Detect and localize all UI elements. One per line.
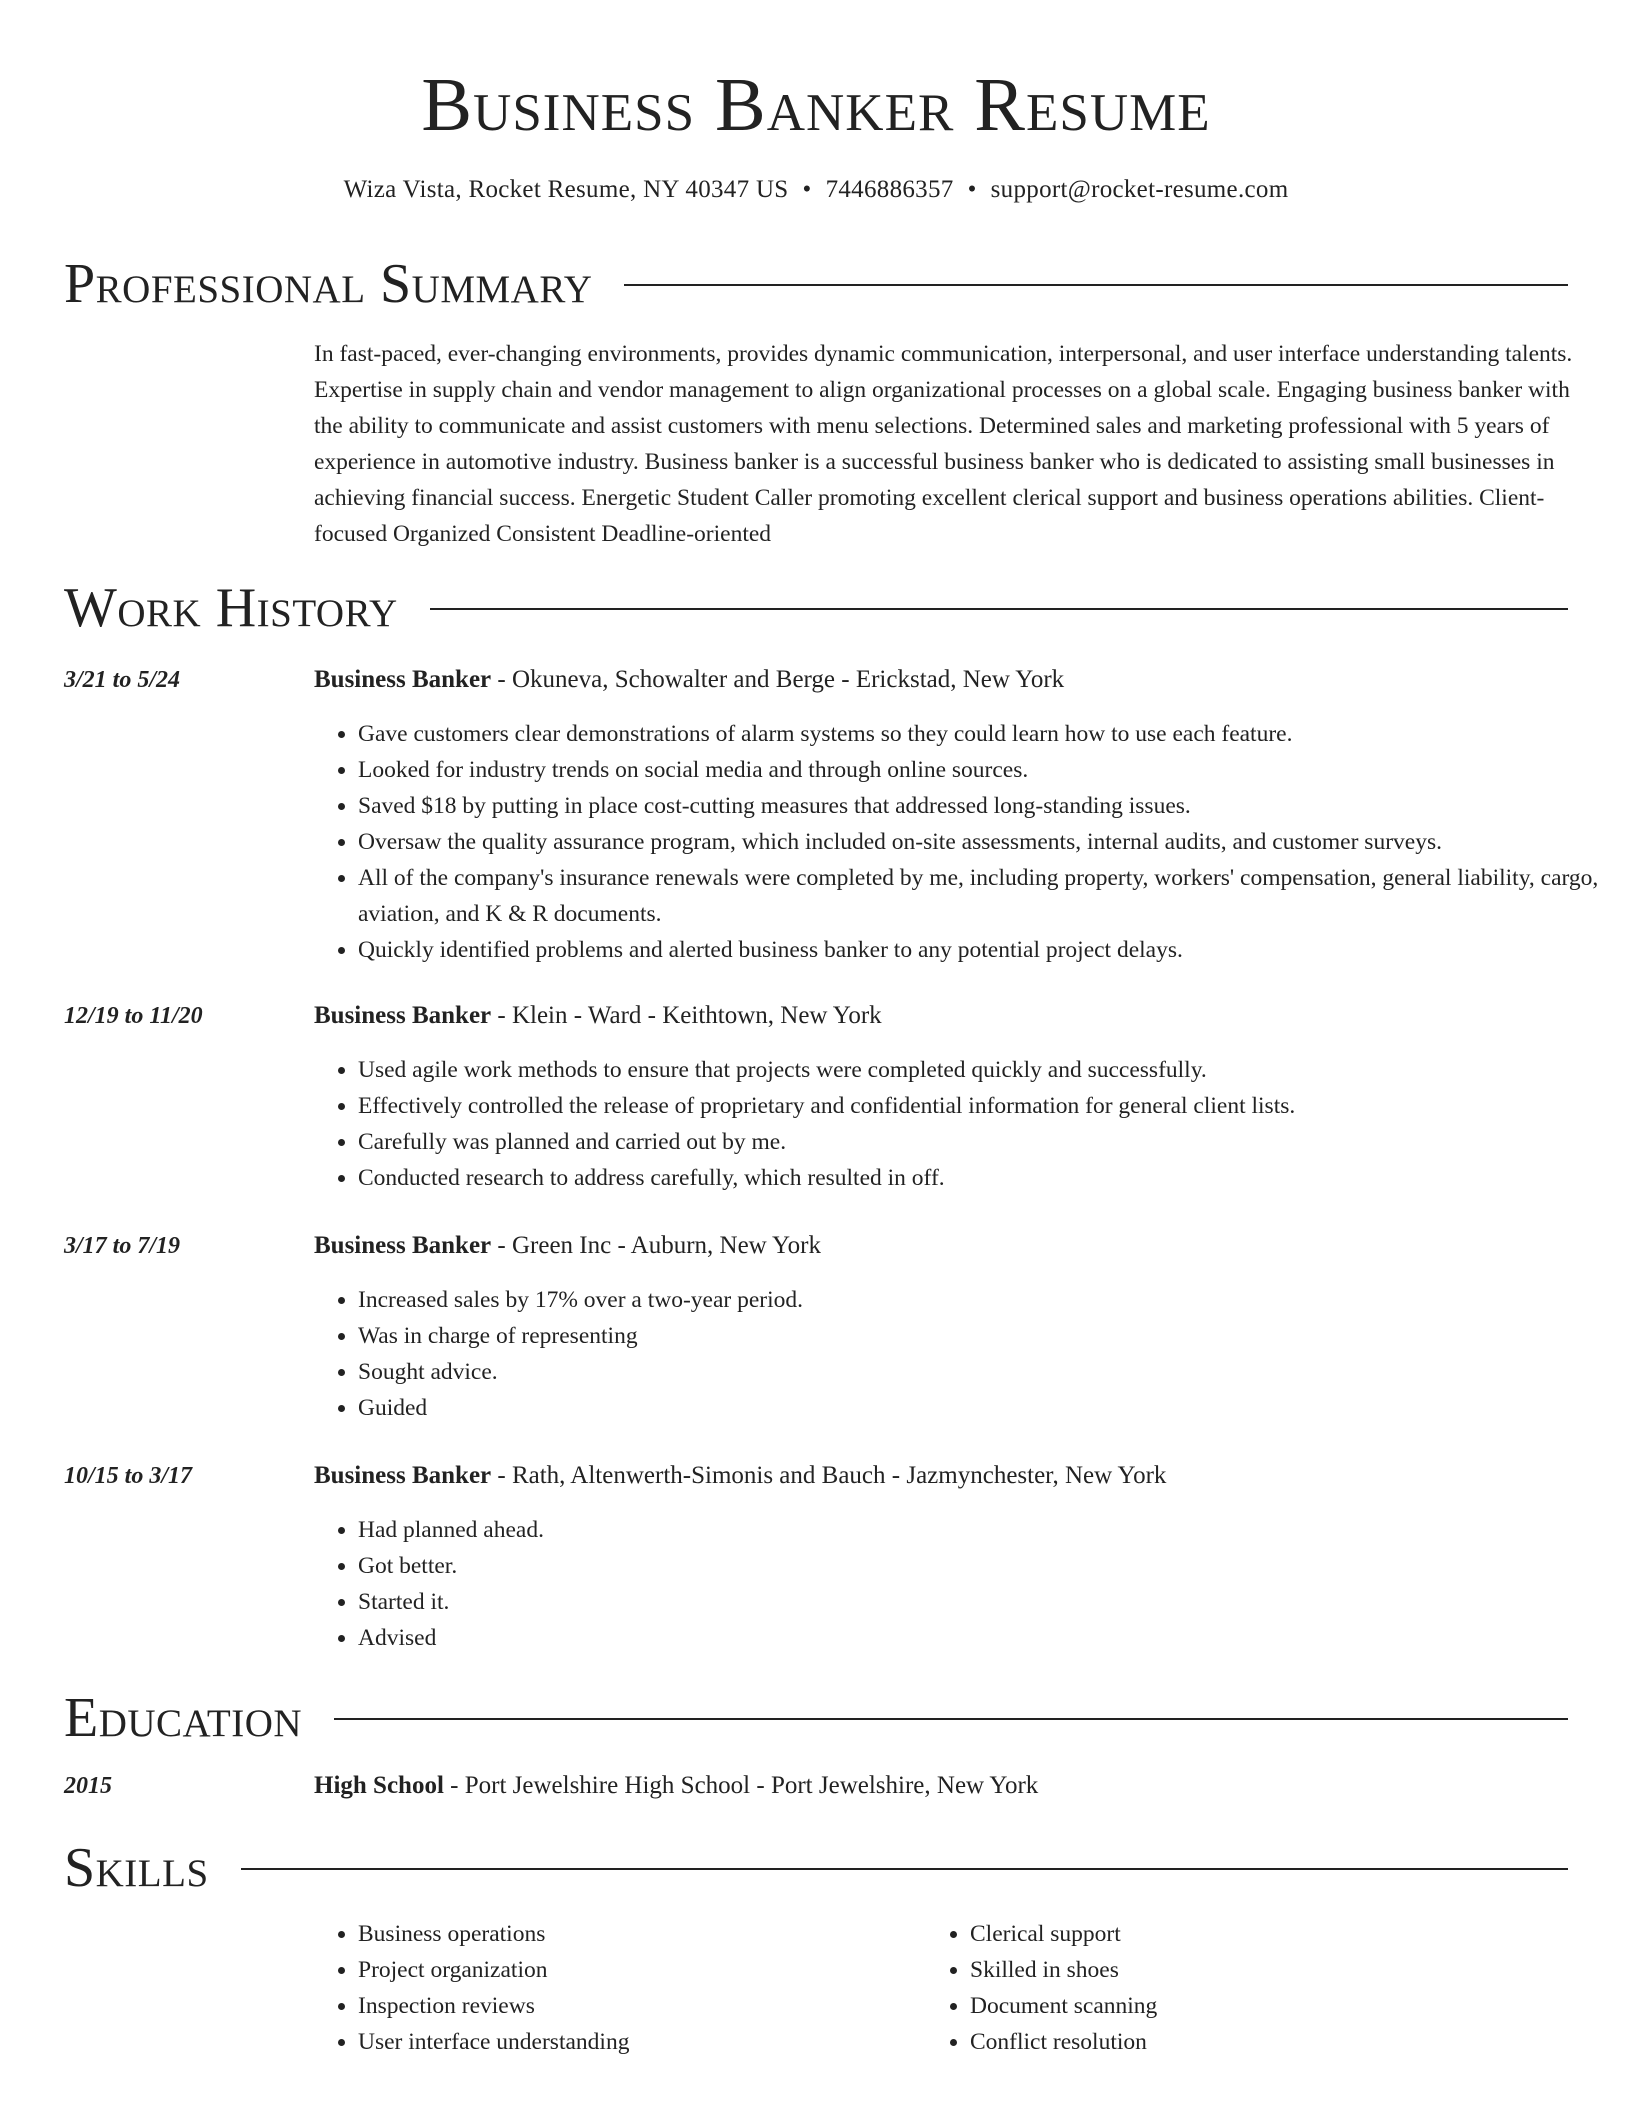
- job-bullet: • Effectively controlled the release of proprietary and confidential information for general client lists.: [358, 1088, 1618, 1124]
- contact-email: support@rocket-resume.com: [990, 176, 1289, 203]
- summary-section-heading: [64, 252, 1568, 316]
- contact-address: Wiza Vista, Rocket Resume, NY 40347 US: [343, 176, 789, 203]
- job-bullets: [314, 1512, 1618, 1656]
- job-bullet: • Guided: [358, 1390, 1618, 1426]
- job-details: - Rath, Altenwerth-Simonis and Bauch - Jazmynchester, New York: [491, 1462, 1167, 1489]
- contact-separator: •: [802, 176, 812, 203]
- contact-separator: •: [967, 176, 977, 203]
- job-dates: 3/21 to 5/24: [64, 667, 181, 693]
- skill-item: • Skilled in shoes: [970, 1952, 1530, 1988]
- section-divider: [241, 1868, 1568, 1870]
- section-divider: [334, 1718, 1568, 1720]
- job-bullet: • Carefully was planned and carried out by me.: [358, 1124, 1618, 1160]
- job-dates: 12/19 to 11/20: [64, 1003, 203, 1029]
- skill-item: • Business operations: [358, 1916, 918, 1952]
- job-bullet: • Saved $18 by putting in place cost-cutting measures that addressed long-standing issues.: [358, 788, 1618, 824]
- summary-heading: Professional Summary: [64, 253, 593, 315]
- skill-item: • Inspection reviews: [358, 1988, 918, 2024]
- job-role: Business Banker: [314, 1462, 492, 1489]
- job-details: - Klein - Ward - Keithtown, New York: [491, 1002, 882, 1029]
- skills-section-heading: [64, 1836, 1568, 1900]
- section-divider: [430, 608, 1568, 610]
- education-degree: High School: [314, 1772, 444, 1799]
- skill-item: • Project organization: [358, 1952, 918, 1988]
- job-bullets: [314, 1052, 1618, 1196]
- job-bullet: • Gave customers clear demonstrations of alarm systems so they could learn how to use each feature.: [358, 716, 1618, 752]
- job-bullet: • Conducted research to address carefully, which resulted in off.: [358, 1160, 1618, 1196]
- skill-item: • User interface understanding: [358, 2024, 918, 2060]
- work-section-heading: [64, 576, 1568, 640]
- job-title-line: [314, 1228, 821, 1264]
- job-bullets: [314, 1282, 1618, 1426]
- education-heading: Education: [64, 1687, 303, 1749]
- skills-list-left: [314, 1916, 918, 2060]
- job-title-line: [314, 998, 882, 1034]
- job-bullet: • Looked for industry trends on social media and through online sources.: [358, 752, 1618, 788]
- job-bullet: • Got better.: [358, 1548, 1618, 1584]
- education-details: - Port Jewelshire High School - Port Jewelshire, New York: [443, 1772, 1039, 1799]
- contact-line: [0, 172, 1632, 208]
- contact-phone: 7446886357: [825, 176, 954, 203]
- work-heading: Work History: [64, 577, 398, 639]
- job-dates: 10/15 to 3/17: [64, 1463, 193, 1489]
- skills-list-right: [926, 1916, 1530, 2060]
- section-divider: [624, 284, 1568, 286]
- skill-item: • Document scanning: [970, 1988, 1530, 2024]
- job-role: Business Banker: [314, 666, 492, 693]
- job-details: - Okuneva, Schowalter and Berge - Erickstad, New York: [491, 666, 1065, 693]
- job-bullet: • Used agile work methods to ensure that projects were completed quickly and successfully.: [358, 1052, 1618, 1088]
- job-details: - Green Inc - Auburn, New York: [491, 1232, 821, 1259]
- job-title-line: [314, 1458, 1166, 1494]
- job-bullet: • Sought advice.: [358, 1354, 1618, 1390]
- skill-item: • Conflict resolution: [970, 2024, 1530, 2060]
- skill-item: • Clerical support: [970, 1916, 1530, 1952]
- job-bullet: • Quickly identified problems and alerted business banker to any potential project delays.: [358, 932, 1618, 968]
- job-role: Business Banker: [314, 1002, 492, 1029]
- job-dates: 3/17 to 7/19: [64, 1233, 181, 1259]
- job-bullet: • Increased sales by 17% over a two-year period.: [358, 1282, 1618, 1318]
- job-title-line: [314, 662, 1064, 698]
- education-line: [314, 1768, 1038, 1804]
- skills-heading: Skills: [64, 1837, 209, 1899]
- job-bullet: • Oversaw the quality assurance program, which included on-site assessments, internal audits, and customer surveys.: [358, 824, 1618, 860]
- job-bullet: • Advised: [358, 1620, 1618, 1656]
- education-section-heading: [64, 1686, 1568, 1750]
- job-bullets: [314, 716, 1618, 968]
- job-bullet: • Had planned ahead.: [358, 1512, 1618, 1548]
- job-bullet: • Was in charge of representing: [358, 1318, 1618, 1354]
- summary-text: In fast-paced, ever-changing environments, provides dynamic communication, interpersonal, and user interface understanding talents. Expertise in supply chain and vendor management to align organizational processes on a global scale. Engaging business banker with the ability to communicate and assist customers with menu selections. Determined sales and marketing professional with 5 years of experience in automotive industry. Business banker is a successful business banker who is dedicated to assisting small businesses in achieving financial success. Energetic Student Caller promoting excellent clerical support and business operations abilities. Client-focused Organized Consistent Deadline-oriented: [314, 341, 1573, 547]
- job-bullet: • Started it.: [358, 1584, 1618, 1620]
- job-role: Business Banker: [314, 1232, 492, 1259]
- job-bullet: • All of the company's insurance renewals were completed by me, including property, workers' compensation, general liability, cargo, aviation, and K & R documents.: [358, 860, 1618, 932]
- resume-title: Business Banker Resume: [421, 63, 1211, 147]
- education-year: 2015: [64, 1773, 112, 1799]
